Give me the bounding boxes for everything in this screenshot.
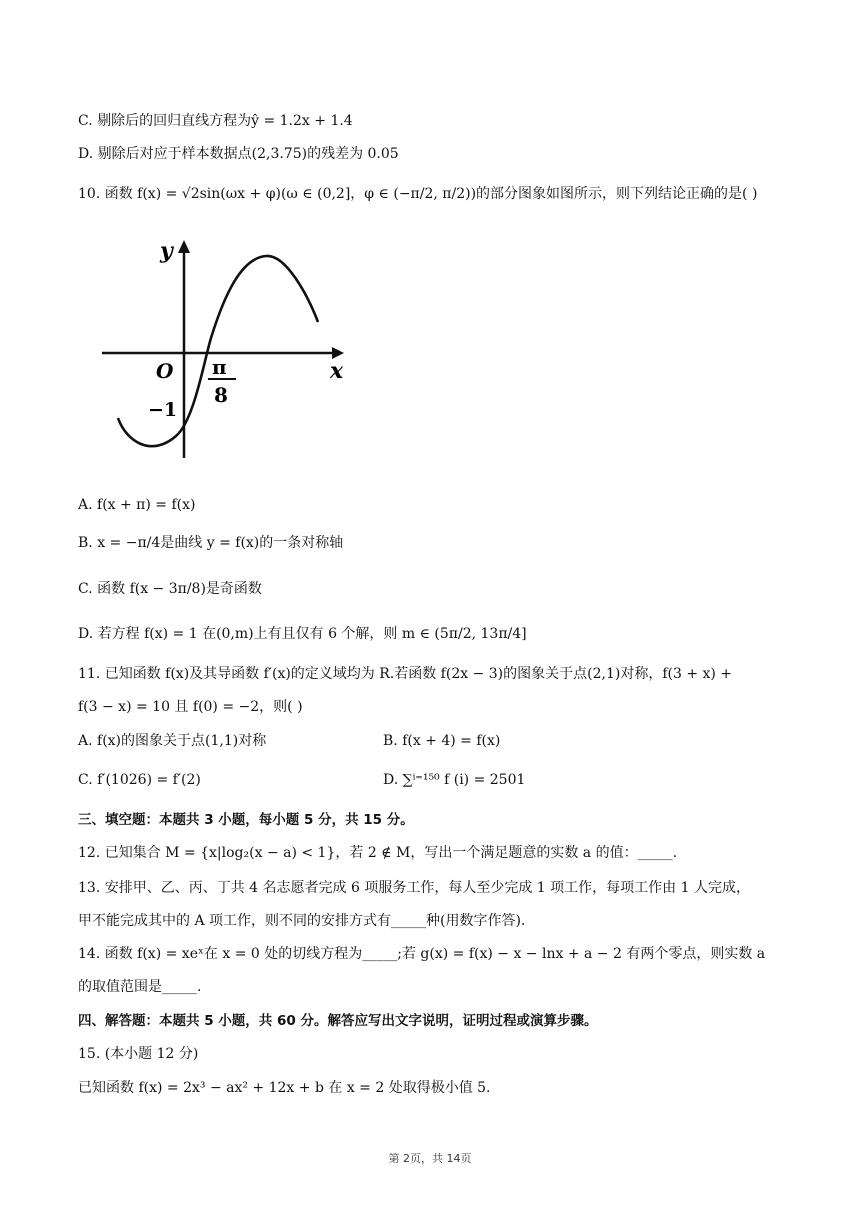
- x-axis-label: x: [330, 358, 344, 384]
- option-d10: D. 若方程 f(x) = 1 在(0,m)上有且仅有 6 个解，则 m ∈ (5π/2, 13π/4]: [78, 626, 527, 642]
- question-12: 12. 已知集合 M = {x|log₂(x − a) < 1}，若 2 ∉ M，写出一个满足题意的实数 a 的值：_____.: [78, 845, 678, 861]
- option-d9: D. 剔除后对应于样本数据点(2,3.75)的残差为 0.05: [78, 146, 399, 162]
- option-d11: D. ∑ⁱ⁼¹⁵⁰ f (i) = 2501: [383, 772, 526, 788]
- option-c10: C. 函数 f(x − 3π/8)是奇函数: [78, 581, 262, 597]
- option-b10: B. x = −π/4是曲线 y = f(x)的一条对称轴: [78, 535, 344, 551]
- y-axis-arrow: [178, 240, 190, 253]
- option-b11: B. f(x + 4) = f(x): [383, 733, 501, 749]
- question-13-line2: 甲不能完成其中的 A 项工作，则不同的安排方式有_____种(用数字作答).: [78, 913, 526, 929]
- origin-label: O: [156, 359, 174, 383]
- section-3-heading: 三、填空题：本题共 3 小题，每小题 5 分，共 15 分。: [78, 812, 414, 828]
- question-11-line2: f(3 − x) = 10 且 f(0) = −2，则( ): [78, 699, 303, 715]
- question-15-title: 15. (本小题 12 分): [78, 1046, 199, 1062]
- question-14-line2: 的取值范围是_____.: [78, 979, 202, 995]
- question-15-body: 已知函数 f(x) = 2x³ − ax² + 12x + b 在 x = 2 处取得极小值 5.: [78, 1080, 491, 1096]
- option-c9: C. 剔除后的回归直线方程为ŷ = 1.2x + 1.4: [78, 113, 353, 129]
- question-11-line1: 11. 已知函数 f(x)及其导函数 f′(x)的定义域均为 R.若函数 f(2x − 3)的图象关于点(2,1)对称，f(3 + x) +: [78, 666, 733, 682]
- question-14-line1: 14. 函数 f(x) = xeˣ在 x = 0 处的切线方程为_____;若 g(x) = f(x) − x − lnx + a − 2 有两个零点，则实数 a: [78, 946, 766, 962]
- section-4-heading: 四、解答题：本题共 5 小题，共 60 分。解答应写出文字说明，证明过程或演算步骤。: [78, 1013, 598, 1029]
- option-a11: A. f(x)的图象关于点(1,1)对称: [78, 733, 267, 749]
- sine-graph: [96, 236, 356, 462]
- y-intercept-label: −1: [148, 399, 178, 421]
- page-footer: 第 2页，共 14页: [388, 1152, 472, 1165]
- y-axis-label: y: [160, 238, 173, 264]
- tick-denominator: 8: [214, 383, 228, 407]
- question-13-line1: 13. 安排甲、乙、丙、丁共 4 名志愿者完成 6 项服务工作，每人至少完成 1 项工作，每项工作由 1 人完成，: [78, 880, 750, 896]
- tick-numerator: π: [212, 355, 227, 379]
- option-a10: A. f(x + π) = f(x): [78, 497, 196, 513]
- question-10: 10. 函数 f(x) = √2sin(ωx + φ)(ω ∈ (0,2]，φ ∈ (−π/2, π/2))的部分图象如图所示，则下列结论正确的是( ): [78, 186, 758, 202]
- option-c11: C. f′(1026) = f′(2): [78, 772, 201, 788]
